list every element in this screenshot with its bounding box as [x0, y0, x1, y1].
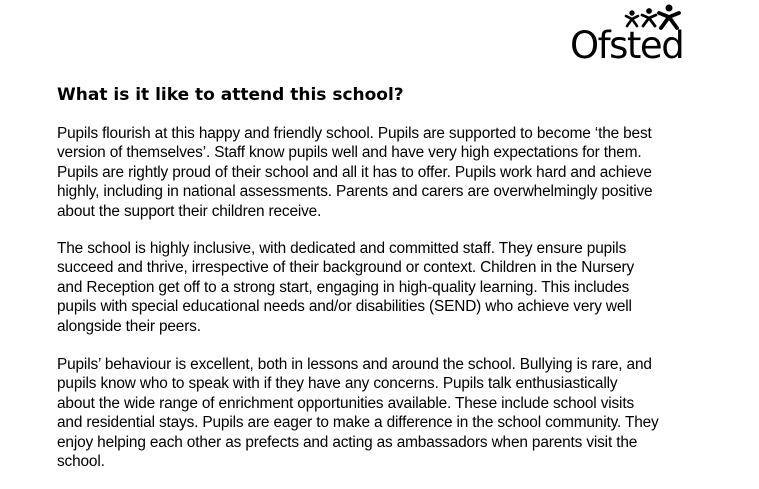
paragraph-line: highly, including in national assessments. Parents and carers are overwhelmingly positive: [57, 183, 653, 201]
paragraph-line: about the support their children receive.: [57, 202, 322, 220]
paragraph-line: and Reception get off to a strong start, engaging in high-quality learning. This includes: [57, 278, 630, 296]
paragraph-line: The school is highly inclusive, with dedicated and committed staff. They ensure pupils: [57, 240, 627, 257]
paragraph-line: school.: [57, 453, 105, 471]
paragraph-line: about the wide range of enrichment opportunities available. These include school visits: [57, 394, 634, 412]
paragraph-line: Pupils are rightly proud of their school and all it has to offer. Pupils work hard and achieve: [57, 163, 652, 181]
ofsted-logo: [570, 4, 692, 66]
paragraph-3: [57, 355, 707, 471]
section-heading: What is it like to attend this school?: [57, 85, 404, 105]
paragraph-line: pupils know who to speak with if they have any concerns. Pupils talk enthusiastically: [57, 375, 618, 393]
paragraph-1: [57, 124, 707, 221]
paragraph-line: and residential stays. Pupils are eager to make a difference in the school community. They: [57, 414, 659, 432]
paragraph-line: Pupils’ behaviour is excellent, both in lessons and around the school. Bullying is rare, and: [57, 356, 652, 373]
paragraph-line: succeed and thrive, irrespective of their background or context. Children in the Nursery: [57, 259, 635, 277]
paragraph-line: alongside their peers.: [57, 317, 201, 335]
paragraph-line: version of themselves’. Staff know pupils well and have very high expectations for them.: [57, 144, 642, 162]
paragraph-line: pupils with special educational needs and/or disabilities (SEND) who achieve very well: [57, 298, 632, 316]
paragraph-line: enjoy helping each other as prefects and acting as ambassadors when parents visit the: [57, 433, 638, 451]
paragraph-line: Pupils flourish at this happy and friendly school. Pupils are supported to become ‘the best: [57, 125, 652, 142]
paragraph-2: [57, 239, 707, 336]
ofsted-wordmark: Ofsted: [570, 24, 684, 67]
